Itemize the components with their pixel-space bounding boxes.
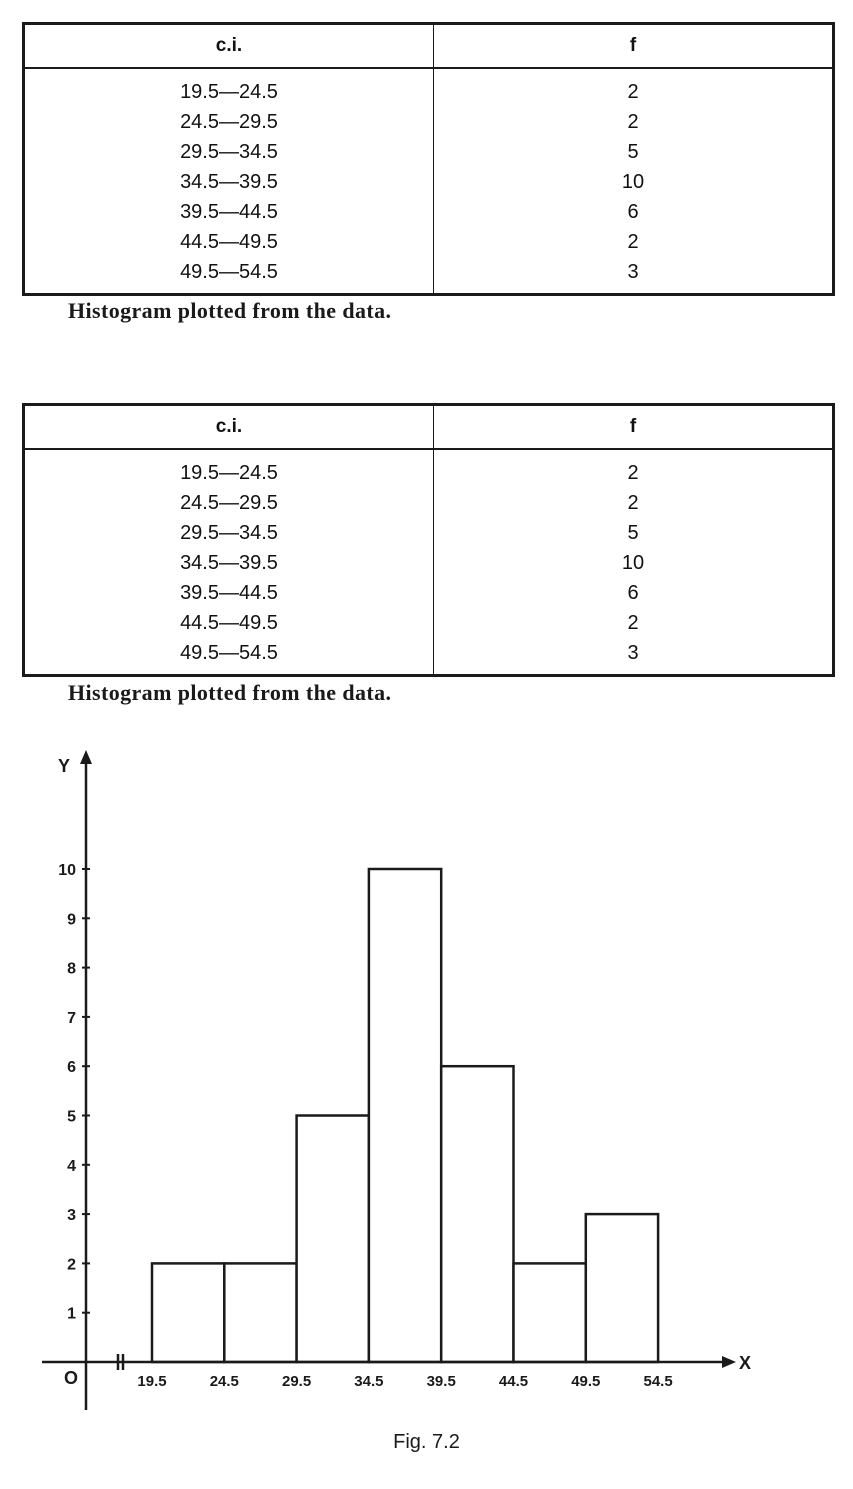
- frequency-cell: 10: [621, 170, 645, 193]
- table-caption: Histogram plotted from the data.: [68, 298, 392, 323]
- table-row: [24, 227, 834, 257]
- class-interval-cell: 49.5—54.5: [24, 257, 434, 295]
- table-caption: Histogram plotted from the data.: [68, 680, 392, 705]
- header-frequency: f: [434, 405, 834, 450]
- table-row: [24, 548, 834, 578]
- frequency-cell: 6: [627, 581, 639, 604]
- class-interval-cell: 44.5—49.5: [24, 608, 434, 638]
- table-row: [24, 137, 834, 167]
- table-row: [24, 107, 834, 137]
- frequency-table: [22, 22, 835, 296]
- table-header-row: [24, 405, 834, 450]
- header-class-interval: c.i.: [24, 405, 434, 450]
- class-interval-cell: 19.5—24.5: [24, 449, 434, 488]
- table-row: [24, 197, 834, 227]
- histogram-chart: [0, 745, 853, 1425]
- x-tick-label: 34.5: [354, 1373, 384, 1390]
- frequency-cell: 2: [627, 611, 639, 634]
- figure-caption: Fig. 7.2: [393, 1431, 460, 1453]
- y-tick-label: 5: [67, 1108, 76, 1126]
- x-axis-arrow-icon: [722, 1356, 736, 1368]
- table-row: [24, 518, 834, 548]
- class-interval-cell: 34.5—39.5: [24, 548, 434, 578]
- x-tick-label: 44.5: [498, 1373, 529, 1390]
- y-axis-label: Y: [58, 756, 71, 776]
- table-row: [24, 257, 834, 295]
- histogram-bar: [224, 1263, 296, 1362]
- y-tick-label: 3: [67, 1207, 76, 1225]
- table-row: [24, 167, 834, 197]
- histogram-bar: [441, 1066, 513, 1362]
- header-class-interval: c.i.: [24, 24, 434, 69]
- x-axis-label: X: [739, 1353, 752, 1373]
- class-interval-cell: 24.5—29.5: [24, 488, 434, 518]
- frequency-cell: 3: [627, 260, 639, 283]
- frequency-cell: 5: [627, 521, 639, 544]
- y-tick-label: 7: [67, 1009, 76, 1027]
- y-tick-label: 4: [67, 1157, 76, 1175]
- x-tick-label: 54.5: [643, 1373, 673, 1390]
- histogram-bar: [297, 1116, 369, 1363]
- histogram-bar: [152, 1263, 224, 1362]
- histogram-bar: [586, 1214, 658, 1362]
- table-row: [24, 68, 834, 107]
- class-interval-cell: 49.5—54.5: [24, 638, 434, 676]
- frequency-cell: 10: [621, 551, 645, 574]
- x-tick-label: 29.5: [281, 1373, 312, 1390]
- table-row: [24, 578, 834, 608]
- class-interval-cell: 29.5—34.5: [24, 518, 434, 548]
- y-tick-label: 2: [67, 1256, 76, 1274]
- frequency-cell: 5: [627, 140, 639, 163]
- table-row: [24, 638, 834, 676]
- frequency-cell: 2: [627, 491, 639, 514]
- table-row: [24, 449, 834, 488]
- frequency-cell: 2: [627, 80, 639, 103]
- y-tick-label: 6: [67, 1059, 76, 1077]
- x-tick-label: 39.5: [426, 1373, 456, 1390]
- histogram-bar: [369, 869, 441, 1362]
- y-tick-label: 8: [67, 960, 76, 978]
- class-interval-cell: 44.5—49.5: [24, 227, 434, 257]
- y-axis-arrow-icon: [80, 750, 92, 764]
- class-interval-cell: 29.5—34.5: [24, 137, 434, 167]
- header-frequency: f: [434, 24, 834, 69]
- class-interval-cell: 39.5—44.5: [24, 197, 434, 227]
- frequency-cell: 6: [627, 200, 639, 223]
- class-interval-cell: 19.5—24.5: [24, 68, 434, 107]
- y-tick-label: 1: [67, 1305, 76, 1323]
- class-interval-cell: 34.5—39.5: [24, 167, 434, 197]
- x-tick-label: 19.5: [137, 1373, 167, 1390]
- table-row: [24, 608, 834, 638]
- y-tick-label: 10: [58, 862, 76, 879]
- frequency-table: [22, 403, 835, 677]
- frequency-cell: 2: [627, 230, 639, 253]
- frequency-cell: 2: [627, 110, 639, 133]
- table-header-row: [24, 24, 834, 69]
- y-tick-label: 9: [67, 911, 76, 929]
- frequency-cell: 3: [627, 641, 639, 664]
- class-interval-cell: 24.5—29.5: [24, 107, 434, 137]
- histogram-bar: [514, 1263, 586, 1362]
- origin-label: O: [64, 1368, 79, 1388]
- x-tick-label: 49.5: [571, 1373, 601, 1390]
- x-tick-label: 24.5: [209, 1373, 239, 1390]
- class-interval-cell: 39.5—44.5: [24, 578, 434, 608]
- table-row: [24, 488, 834, 518]
- frequency-cell: 2: [627, 461, 639, 484]
